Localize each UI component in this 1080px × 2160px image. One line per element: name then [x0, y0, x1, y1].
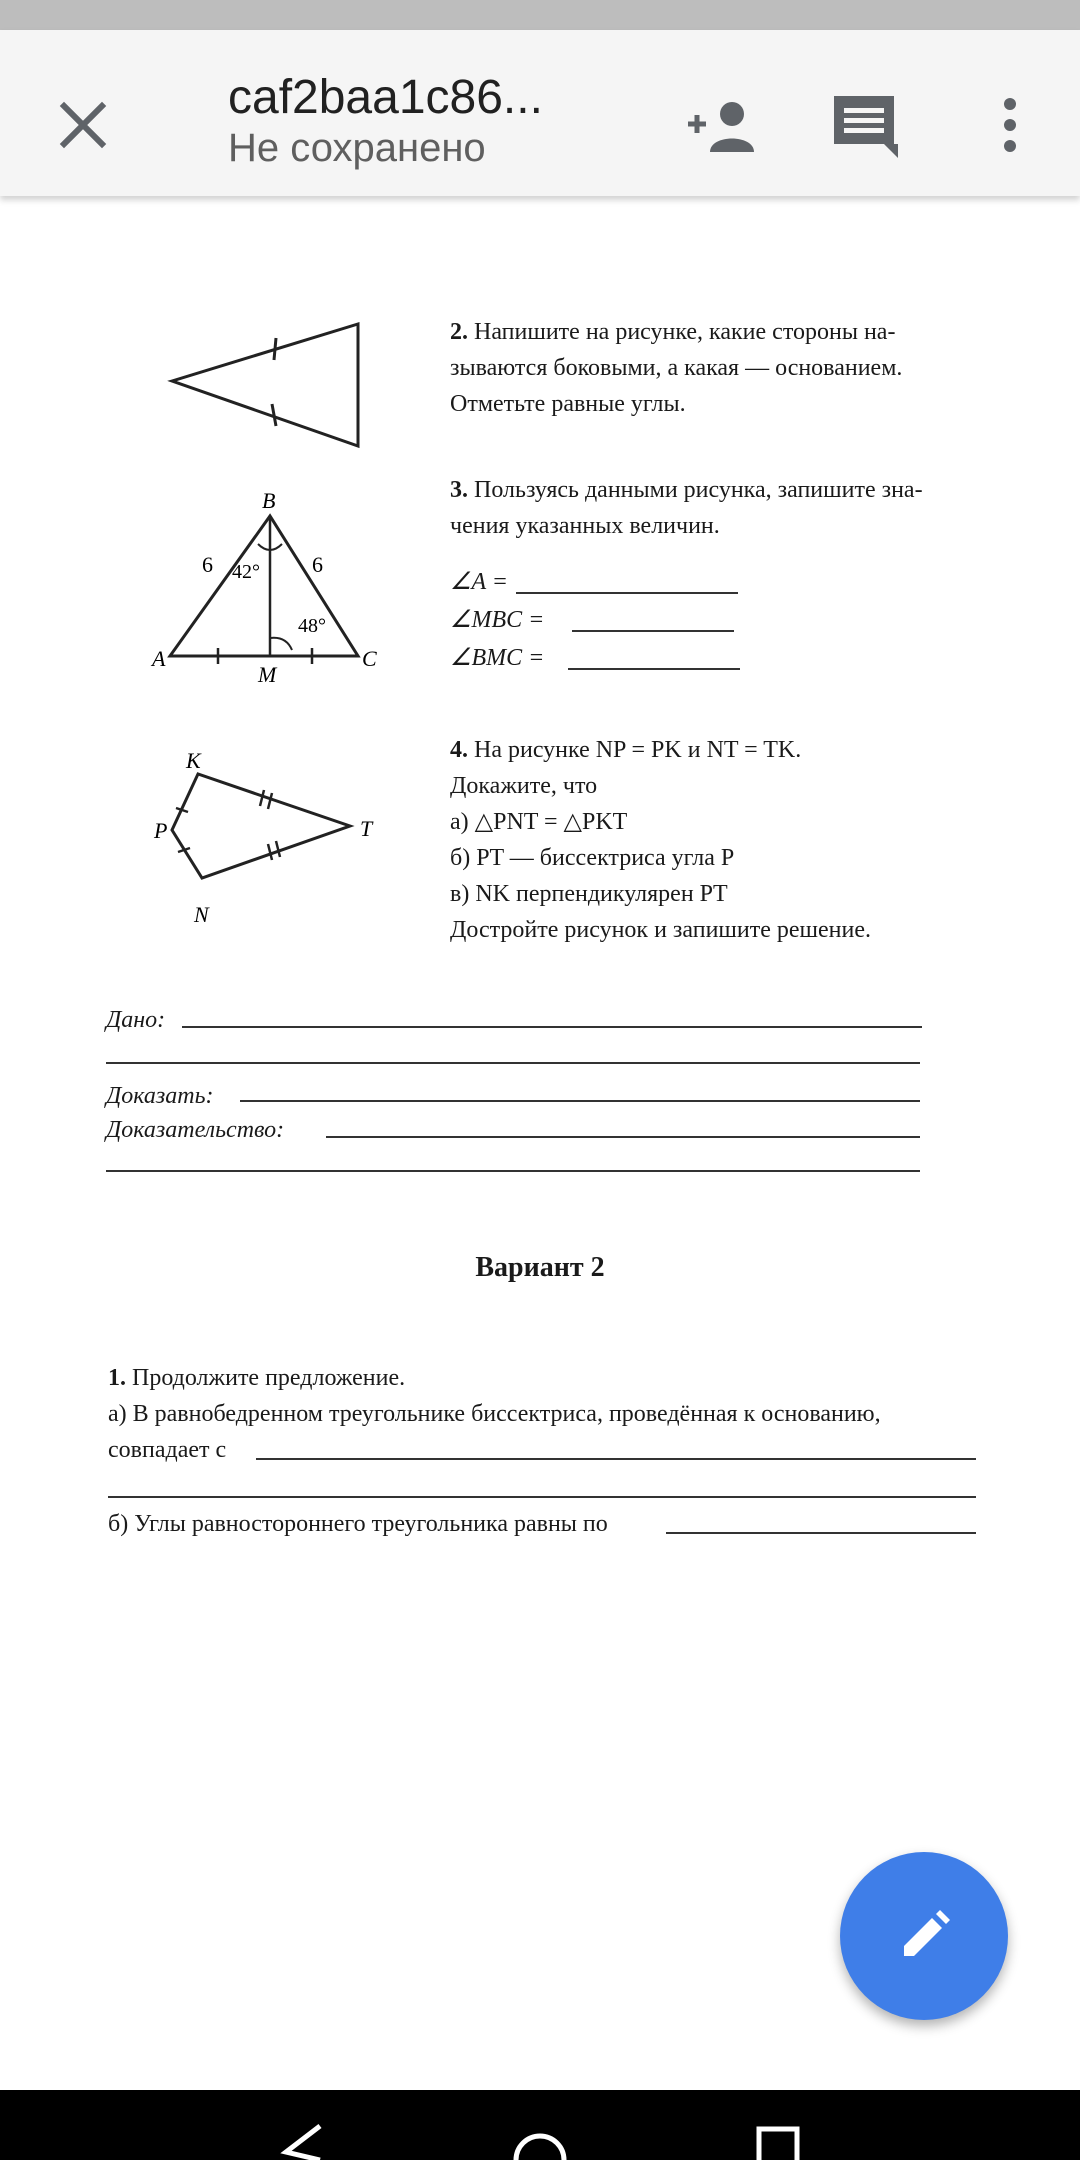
q2-line3: Отметьте равные углы.: [450, 391, 686, 417]
q4-line2: Докажите, что: [450, 773, 598, 799]
system-nav-bar: [0, 2090, 1080, 2160]
nav-recents-icon[interactable]: [756, 2126, 800, 2160]
q3-line2: чения указанных величин.: [450, 513, 720, 539]
answer-line-a-2[interactable]: [108, 1496, 976, 1498]
question-2: [450, 314, 990, 422]
v2q1-number: 1.: [108, 1365, 126, 1391]
save-status: Не сохранено: [228, 126, 486, 170]
answer-line-angle-mbc[interactable]: [572, 630, 734, 632]
q4-line1: На рисунке NP = PK и NT = TK.: [474, 737, 802, 763]
q3-angle-a: ∠A =: [450, 569, 508, 595]
q2-line2: зываются боковыми, а какая — основанием.: [450, 355, 903, 381]
label-k: K: [186, 748, 201, 773]
document-title: caf2baa1c86...: [228, 71, 543, 124]
label-proof: Доказательство:: [106, 1117, 285, 1143]
proof-line-2[interactable]: [106, 1170, 920, 1172]
label-angle-48: 48°: [298, 615, 326, 637]
label-prove: Доказать:: [106, 1083, 214, 1109]
label-a: A: [152, 646, 166, 671]
q3-angle-bmc: ∠BMC =: [450, 645, 545, 671]
label-side-right: 6: [312, 552, 323, 577]
figure-triangle-abc: [140, 486, 390, 686]
q3-number: 3.: [450, 477, 468, 503]
variant2-question-1: [108, 1360, 988, 1468]
answer-line-b[interactable]: [666, 1532, 976, 1534]
close-icon[interactable]: [48, 90, 118, 160]
document-page: [0, 196, 1080, 2090]
v2q1-line2: а) В равнобедренном треугольнике биссектриса, проведённая к основанию,: [108, 1401, 881, 1427]
more-vert-icon[interactable]: [990, 88, 1030, 162]
label-b: B: [262, 488, 276, 513]
status-bar: [0, 0, 1080, 30]
variant-heading: Вариант 2: [475, 1252, 605, 1283]
q3-line1: Пользуясь данными рисунка, запишите зна-: [474, 477, 923, 503]
edit-fab-button[interactable]: [840, 1852, 1008, 2020]
label-side-left: 6: [202, 552, 213, 577]
question-4: [450, 732, 990, 948]
nav-back-icon[interactable]: [280, 2124, 326, 2160]
app-bar: [0, 30, 1080, 196]
q4-number: 4.: [450, 737, 468, 763]
label-angle-42: 42°: [232, 561, 260, 583]
figure-isosceles-triangle: [160, 316, 380, 456]
answer-line-a[interactable]: [256, 1458, 976, 1460]
comment-icon[interactable]: [828, 88, 902, 162]
proof-line[interactable]: [326, 1136, 920, 1138]
label-c: C: [362, 646, 377, 671]
v2q1-line4: б) Углы равностороннего треугольника равны по: [108, 1511, 608, 1537]
label-n: N: [194, 902, 209, 927]
q3-angle-mbc: ∠MBC =: [450, 607, 545, 633]
q4-line4: б) PT — биссектриса угла P: [450, 845, 735, 871]
add-person-icon[interactable]: [682, 90, 762, 160]
answer-line-angle-bmc[interactable]: [568, 668, 740, 670]
label-t: T: [360, 816, 373, 841]
label-given: Дано:: [106, 1007, 166, 1033]
v2q1-line3: совпадает с: [108, 1437, 227, 1463]
q4-line6: Достройте рисунок и запишите решение.: [450, 917, 872, 943]
label-p: P: [154, 818, 168, 843]
label-m: M: [258, 662, 277, 686]
q4-line3: а) △PNT = △PKT: [450, 809, 628, 835]
nav-home-icon[interactable]: [512, 2124, 568, 2160]
question-3: [450, 472, 990, 544]
answer-line-angle-a[interactable]: [516, 592, 738, 594]
q2-number: 2.: [450, 319, 468, 345]
v2q1-line1: Продолжите предложение.: [132, 1365, 406, 1391]
prove-line[interactable]: [240, 1100, 920, 1102]
q2-line1: Напишите на рисунке, какие стороны на-: [474, 319, 896, 345]
given-line[interactable]: [182, 1026, 922, 1028]
given-line-2[interactable]: [106, 1062, 920, 1064]
edit-pencil-icon: [894, 1906, 954, 1966]
figure-kite-pknt: [140, 746, 390, 936]
q4-line5: в) NK перпендикулярен PT: [450, 881, 728, 907]
